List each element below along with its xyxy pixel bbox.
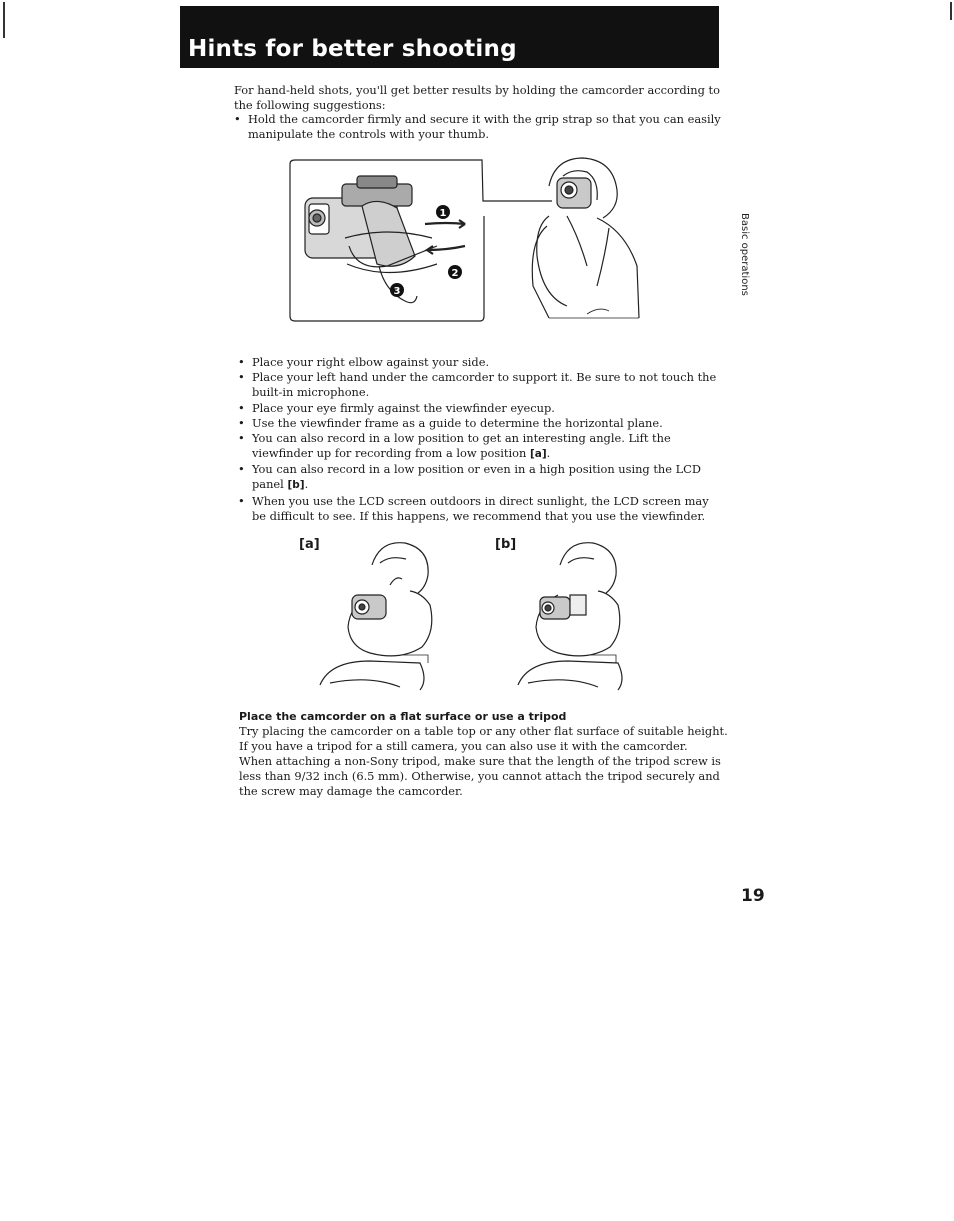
person-viewfinder-drawing	[320, 543, 432, 690]
section-heading: Place the camcorder on a flat surface or use a tripod	[239, 710, 567, 723]
paragraph: When attaching a non-Sony tripod, make sure that the length of the tripod screw is less than 9/32 inch (6.5 mm). Otherwise, you cannot attach the tripod securely and the screw may damage the camcorder.	[239, 754, 721, 798]
figure-ref-b: [b]	[287, 479, 305, 492]
person-lcd-drawing	[518, 543, 622, 690]
bullet-list-top	[232, 112, 722, 142]
list-item: • When you use the LCD screen outdoors in direct sunlight, the LCD screen may be difficult to see. If this happens, we recommend that you use the viewfinder.	[236, 494, 726, 524]
figure-ref-a: [a]	[529, 448, 547, 461]
side-tab-label: Basic operations	[739, 213, 750, 296]
svg-text:1: 1	[439, 208, 447, 219]
page-title: Hints for better shooting	[188, 36, 517, 62]
list-item: • Use the viewfinder frame as a guide to determine the horizontal plane.	[236, 416, 726, 431]
page-edge-mark-right	[950, 2, 952, 20]
list-item: • Place your right elbow against your side.	[236, 355, 726, 370]
svg-text:3: 3	[393, 286, 401, 297]
figure-label-a: [a]	[299, 537, 320, 552]
page-number: 19	[741, 886, 765, 906]
list-item: • You can also record in a low position or even in a high position using the LCD panel [b].	[236, 462, 726, 493]
inset-frame	[290, 160, 552, 201]
list-item: • Place your left hand under the camcorder to support it. Be sure to not touch the built-in microphone.	[236, 370, 726, 400]
camcorder-closeup-drawing	[305, 176, 437, 303]
list-item: • You can also record in a low position to get an interesting angle. Lift the viewfinder up for recording from a low position [a].	[236, 431, 726, 462]
figure-holding-camcorder	[287, 146, 647, 326]
list-item: • Place your eye firmly against the viewfinder eyecup.	[236, 401, 726, 416]
page-edge-mark	[3, 2, 5, 38]
bullet-list-main	[236, 355, 726, 524]
step-marker-3	[390, 283, 404, 297]
svg-text:2: 2	[451, 268, 459, 279]
paragraph: Try placing the camcorder on a table top or any other flat surface of suitable height. If you have a tripod for a still camera, you can also use it with the camcorder.	[239, 724, 728, 753]
figure-label-b: [b]	[495, 537, 517, 552]
tripod-section-body	[239, 724, 729, 799]
step-marker-1	[436, 205, 450, 219]
list-item: • Hold the camcorder firmly and secure it with the grip strap so that you can easily manipulate the controls with your thumb.	[232, 112, 722, 142]
figure-low-position	[290, 535, 650, 695]
intro-paragraph: For hand-held shots, you'll get better results by holding the camcorder according to the following suggestions:	[234, 83, 720, 112]
section-side-tab	[739, 205, 764, 296]
title-banner	[180, 6, 719, 68]
step-marker-2	[448, 265, 462, 279]
person-drawing	[532, 158, 639, 318]
